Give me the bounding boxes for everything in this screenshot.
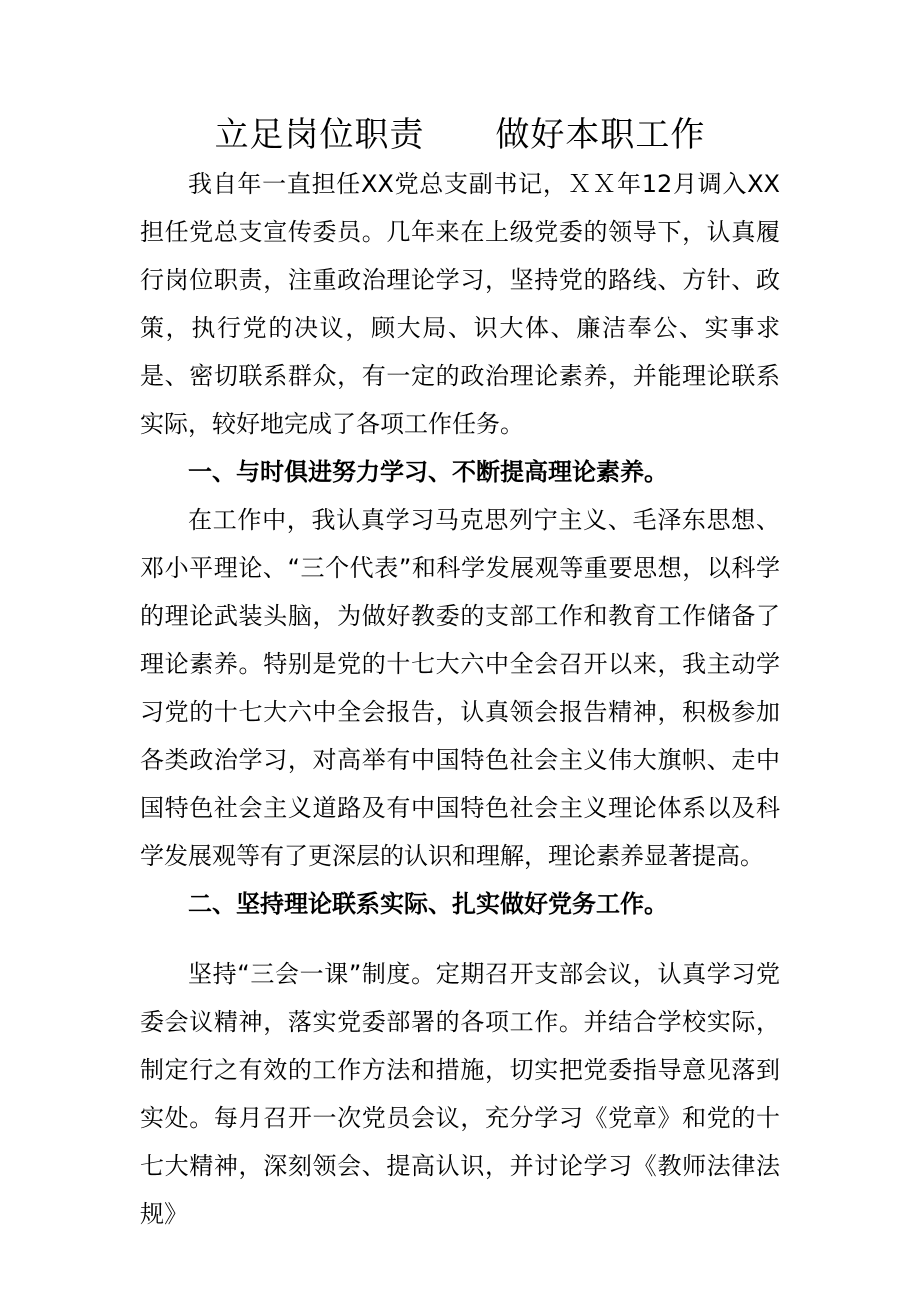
paragraph-section-1: 在工作中，我认真学习马克思列宁主义、毛泽东思想、邓小平理论、“三个代表”和科学发展观等重要思想，以科学的理论武装头脑，为做好教委的支部工作和教育工作储备了理论素养。特别是党的十七大六中全会召开以来，我主动学习党的十七大六中全会报告，认真领会报告精神，积极参加各类政治学习，对高举有中国特色社会主义伟大旗帜、走中国特色社会主义道路及有中国特色社会主义理论体系以及科学发展观等有了更深层的认识和理解，理论素养显著提高。 <box>140 506 780 870</box>
paragraph-section-2: 坚持“三会一课”制度。定期召开支部会议，认真学习党委会议精神，落实党委部署的各项工作。并结合学校实际，制定行之有效的工作方法和措施，切实把党委指导意见落到实处。每月召开一次党员会议，充分学习《党章》和党的十七大精神，深刻领会、提高认识，并讨论学习《教师法律法规》 <box>140 960 780 1228</box>
paragraph-intro: 我自年一直担任XX党总支副书记，ＸＸ年12月调入XX担任党总支宣传委员。几年来在上级党委的领导下，认真履行岗位职责，注重政治理论学习，坚持党的路线、方针、政策，执行党的决议，顾大局、识大体、廉洁奉公、实事求是、密切联系群众，有一定的政治理论素养，并能理论联系实际，较好地完成了各项工作任务。 <box>140 170 780 438</box>
section-heading-1: 一、与时俱进努力学习、不断提高理论素养。 <box>188 458 668 486</box>
document-title: 立足岗位职责 做好本职工作 <box>214 115 706 155</box>
section-heading-2: 二、坚持理论联系实际、扎实做好党务工作。 <box>188 890 668 918</box>
